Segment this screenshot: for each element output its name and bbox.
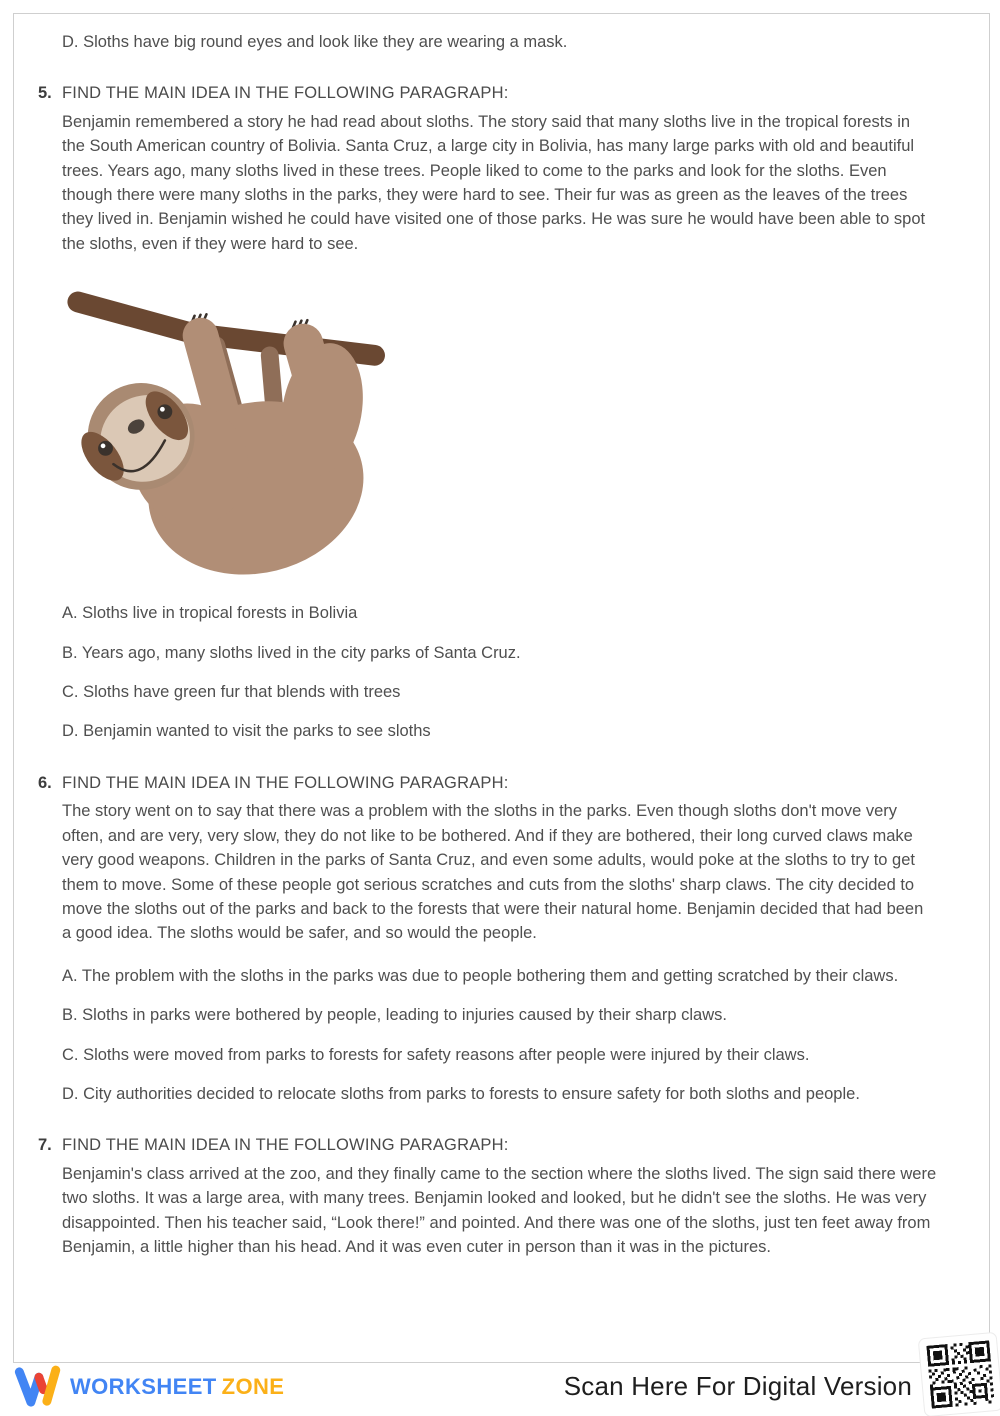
worksheetzone-logo bbox=[14, 1362, 284, 1412]
question-5-heading bbox=[38, 81, 937, 105]
question-5-paragraph: Benjamin remembered a story he had read about sloths. The story said that many sloths live in the tropical forests in the South American country of Bolivia. Santa Cruz, a large city in Bolivia, has many large parks with old and beautiful trees. Years ago, many sloths lived in these trees. People liked to come to the parks and look for the sloths. Even though there were many sloths in the parks, they were hard to see. Their fur was as green as the leaves of the trees they lived in. Benjamin wished he could have visited one of those parks. He was sure he would have been able to spot the sloths, even if they were hard to see. bbox=[62, 112, 926, 253]
question-6-paragraph: The story went on to say that there was a problem with the sloths in the parks. Even though sloths don't move very often, and are very, very slow, they do not like to be bothered. And if they are bothered, their long curved claws make very good weapons. Children in the parks of Santa Cruz, and even some adults, would poke at the sloths to try to get them to move. Some of these people got serious scratches and cuts from the sloths' sharp claws. The city decided to move the sloths out of the parks and back to the forests that were their natural home. Benjamin decided that had been a good idea. The sloths would be safer, and so would the people. bbox=[62, 802, 924, 943]
qr-code-image bbox=[926, 1340, 994, 1408]
question-5-option-b: B. Years ago, many sloths lived in the city parks of Santa Cruz. bbox=[62, 643, 521, 662]
sloth-illustration bbox=[62, 286, 428, 583]
question-5-option-d: D. Benjamin wanted to visit the parks to see sloths bbox=[62, 722, 431, 741]
question-6-title: FIND THE MAIN IDEA IN THE FOLLOWING PARAGRAPH: bbox=[62, 773, 509, 792]
question-5-option-c: C. Sloths have green fur that blends with trees bbox=[62, 683, 401, 702]
question-7-heading bbox=[38, 1133, 937, 1157]
question-6-option-b: B. Sloths in parks were bothered by people, leading to injuries caused by their sharp claws. bbox=[62, 1006, 727, 1025]
question-7-paragraph: Benjamin's class arrived at the zoo, and they finally came to the section where the sloths lived. The sign said there were two sloths. It was a large area, with many trees. Benjamin looked and looked, but he didn't see the sloths. He was very disappointed. Then his teacher said, “Look there!” and pointed. And there was one of the sloths, just ten feet away from Benjamin, a little higher than his head. And it was even cuter in person than it was in the pictures. bbox=[62, 1164, 937, 1256]
question-5 bbox=[38, 81, 937, 743]
qr-code bbox=[919, 1333, 1000, 1416]
question-6-options bbox=[62, 964, 937, 1107]
question-7-title: FIND THE MAIN IDEA IN THE FOLLOWING PARAGRAPH: bbox=[62, 1136, 509, 1155]
scan-here-label: Scan Here For Digital Version bbox=[563, 1371, 912, 1401]
worksheet-page bbox=[13, 13, 990, 1363]
question-6-option-c: C. Sloths were moved from parks to forests for safety reasons after people were injured by their claws. bbox=[62, 1045, 810, 1064]
question-7-number: 7. bbox=[38, 1136, 52, 1155]
question-5-number: 5. bbox=[38, 84, 52, 103]
sloth-hanging-from-branch-image bbox=[62, 286, 428, 583]
logo-text-zone: ZONE bbox=[221, 1374, 285, 1399]
question-7 bbox=[38, 1133, 937, 1259]
logo-text-worksheet: WORKSHEET bbox=[70, 1374, 217, 1399]
question-5-option-a: A. Sloths live in tropical forests in Bolivia bbox=[62, 604, 358, 623]
prev-question-option-d: D. Sloths have big round eyes and look like they are wearing a mask. bbox=[62, 33, 568, 51]
worksheetzone-logo-mark-icon bbox=[14, 1364, 62, 1410]
question-6-option-d: D. City authorities decided to relocate sloths from parks to forests to ensure safety for both sloths and people. bbox=[62, 1084, 860, 1103]
question-5-options bbox=[62, 601, 937, 744]
question-5-title: FIND THE MAIN IDEA IN THE FOLLOWING PARAGRAPH: bbox=[62, 84, 509, 103]
question-6-heading bbox=[38, 771, 937, 795]
question-6 bbox=[38, 771, 937, 1106]
question-6-option-a: A. The problem with the sloths in the parks was due to people bothering them and getting scratched by their claws. bbox=[62, 966, 899, 985]
question-6-number: 6. bbox=[38, 773, 52, 792]
